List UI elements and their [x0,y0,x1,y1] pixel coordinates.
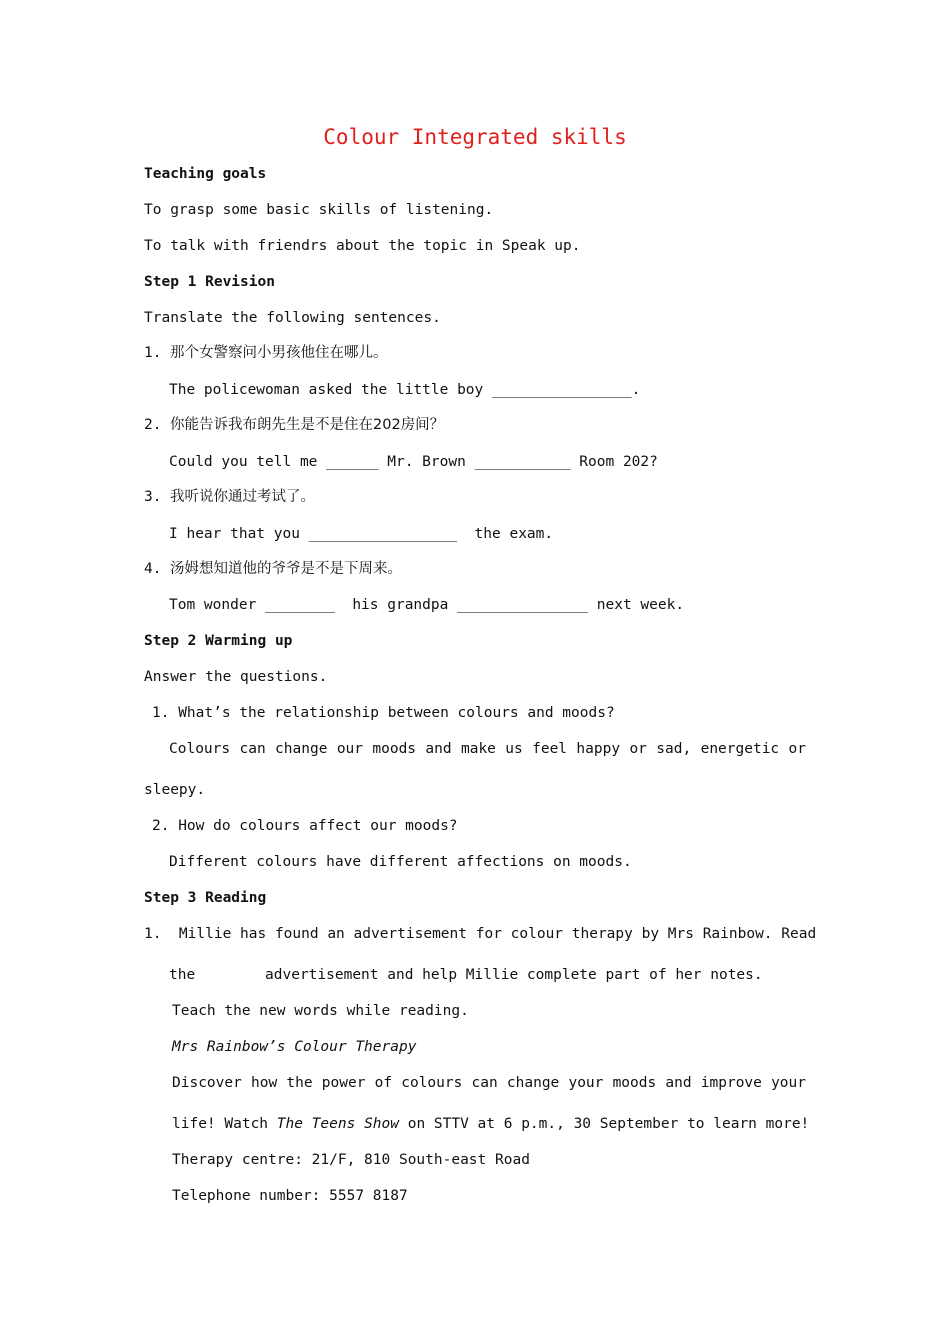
advertisement-line2 [172,1114,809,1134]
telephone-number: Telephone number: 5557 8187 [172,1188,408,1204]
step2-heading: Step 2 Warming up [144,633,293,649]
step2-question-1: 1. What’s the relationship between colours and moods? [152,705,615,721]
step2-answer-1-line1: Colours can change our moods and make us feel happy or sad, energetic or [169,741,806,757]
step1-q1-chinese: 那个女警察问小男孩他住在哪儿。 [170,345,388,361]
step1-q2-chinese: 你能告诉我布朗先生是不是住在202房间？ [170,417,445,433]
step2-answer-1-line2: sleepy. [144,782,206,798]
step1-instruction: Translate the following sentences. [144,310,441,326]
advertisement-line2-end: on STTV at 6 p.m., 30 September to learn more! [398,1116,810,1132]
teaching-goals-heading: Teaching goals [144,166,267,182]
step3-teach-note: Teach the new words while reading. [172,1003,469,1019]
step1-q3-chinese: 我听说你通过考试了。 [170,489,315,505]
step3-item1-line2: the advertisement and help Millie complete part of her notes. [169,967,763,983]
step1-heading: Step 1 Revision [144,274,275,290]
teaching-goal-2: To talk with friendrs about the topic in Speak up. [144,238,581,254]
therapy-centre-address: Therapy centre: 21/F, 810 South-east Road [172,1152,530,1168]
advertisement-title: Mrs Rainbow’s Colour Therapy [172,1039,417,1055]
step1-q1-number: 1. [144,345,162,361]
tv-show-name: The Teens Show [276,1116,399,1132]
step2-question-2: 2. How do colours affect our moods? [152,818,458,834]
step1-q2-number: 2. [144,417,162,433]
step1-q4-english: Tom wonder ________ his grandpa _______________ next week. [169,597,685,613]
document-title: Colour Integrated skills [323,125,627,149]
step1-q1-english: The policewoman asked the little boy ________________. [169,382,641,398]
advertisement-line2-start: life! Watch [172,1116,277,1132]
step2-instruction: Answer the questions. [144,669,328,685]
step1-q3-english: I hear that you _________________ the exam. [169,526,554,542]
teaching-goal-1: To grasp some basic skills of listening. [144,202,494,218]
step1-q3-number: 3. [144,489,162,505]
step1-q4-chinese: 汤姆想知道他的爷爷是不是下周来。 [170,561,402,577]
step1-q4-number: 4. [144,561,162,577]
advertisement-line1: Discover how the power of colours can change your moods and improve your [172,1075,806,1091]
step1-q2-english: Could you tell me ______ Mr. Brown ___________ Room 202? [169,454,658,470]
step3-heading: Step 3 Reading [144,890,267,906]
step2-answer-2: Different colours have different affections on moods. [169,854,632,870]
step3-item1-line1: 1. Millie has found an advertisement for colour therapy by Mrs Rainbow. Read [144,926,817,942]
